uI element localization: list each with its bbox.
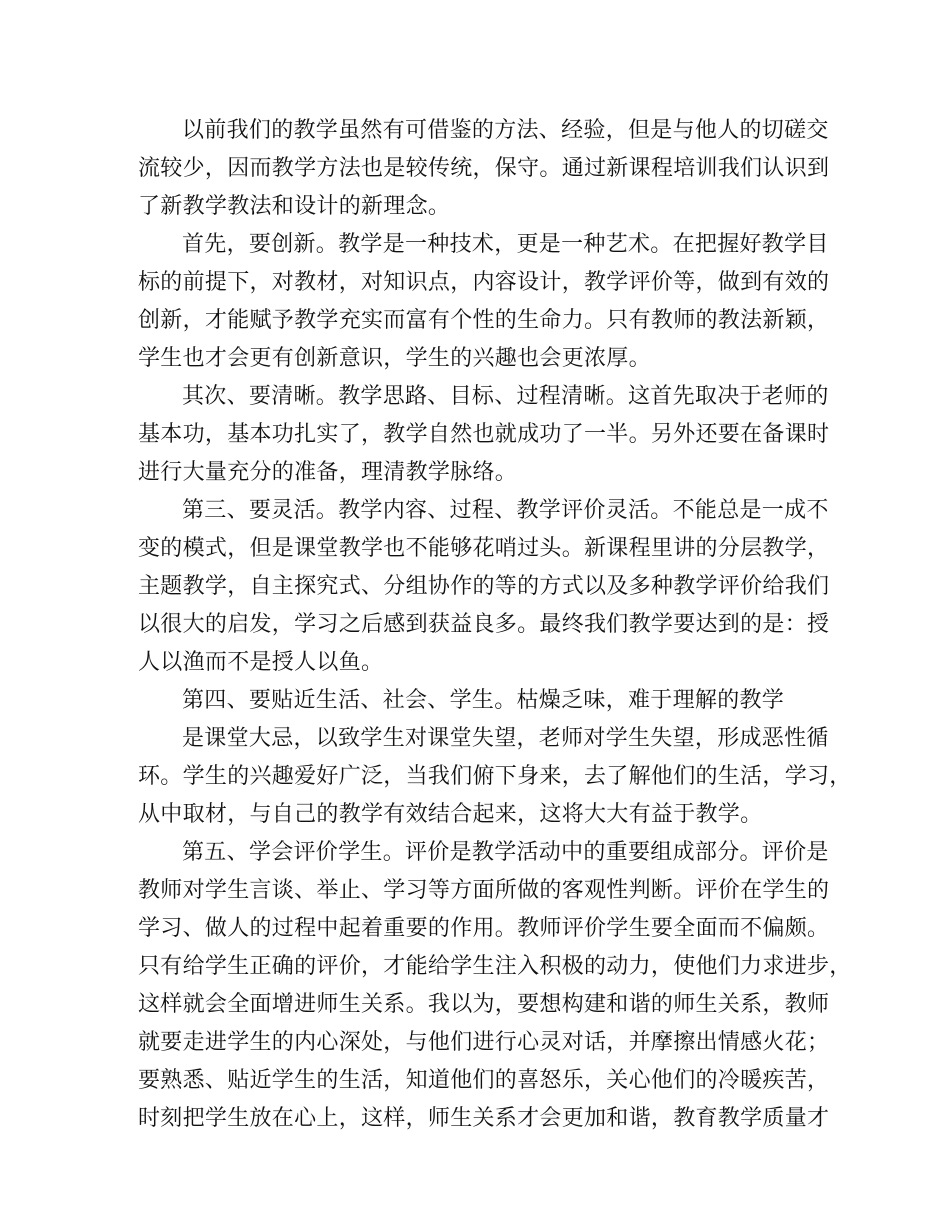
text-line: 就要走进学生的内心深处，与他们进行心灵对话，并摩擦出情感火花；: [138, 1030, 830, 1055]
text-line: 主题教学，自主探究式、分组协作的等的方式以及多种教学评价给我们: [138, 574, 830, 599]
text-line: 基本功，基本功扎实了，教学自然也就成功了一半。另外还要在备课时: [138, 422, 830, 447]
text-line: 进行大量充分的准备，理清教学脉络。: [138, 460, 518, 485]
text-line: 其次、要清晰。教学思路、目标、过程清晰。这首先取决于老师的: [182, 384, 829, 409]
text-line: 学生也才会更有创新意识，学生的兴趣也会更浓厚。: [138, 346, 651, 371]
text-line: 这样就会全面增进师生关系。我以为，要想构建和谐的师生关系，教师: [138, 992, 830, 1017]
text-line: 第三、要灵活。教学内容、过程、教学评价灵活。不能总是一成不: [182, 498, 829, 523]
text-line: 人以渔而不是授人以鱼。: [138, 650, 384, 675]
text-line: 学习、做人的过程中起着重要的作用。教师评价学生要全面而不偏颇。: [138, 916, 830, 941]
text-line: 以前我们的教学虽然有可借鉴的方法、经验，但是与他人的切磋交: [182, 118, 829, 143]
text-line: 教师对学生言谈、举止、学习等方面所做的客观性判断。评价在学生的: [138, 878, 830, 903]
text-line: 以很大的启发，学习之后感到获益良多。最终我们教学要达到的是：授: [138, 612, 830, 637]
text-line: 是课堂大忌，以致学生对课堂失望，老师对学生失望，形成恶性循: [182, 726, 829, 751]
text-line: 只有给学生正确的评价，才能给学生注入积极的动力，使他们力求进步，: [138, 954, 852, 979]
text-line: 要熟悉、贴近学生的生活，知道他们的喜怒乐，关心他们的冷暖疾苦，: [138, 1068, 830, 1093]
text-line: 标的前提下，对教材，对知识点，内容设计，教学评价等，做到有效的: [138, 270, 830, 295]
text-line: 流较少，因而教学方法也是较传统，保守。通过新课程培训我们认识到: [138, 156, 830, 181]
text-line: 环。学生的兴趣爱好广泛，当我们俯下身来，去了解他们的生活，学习，: [138, 764, 852, 789]
text-line: 从中取材，与自己的教学有效结合起来，这将大大有益于教学。: [138, 802, 763, 827]
text-line: 时刻把学生放在心上，这样，师生关系才会更加和谐，教育教学质量才: [138, 1106, 830, 1131]
text-line: 了新教学教法和设计的新理念。: [138, 194, 451, 219]
text-line: 第四、要贴近生活、社会、学生。枯燥乏味，难于理解的教学: [182, 688, 785, 713]
body-text: [138, 112, 852, 1138]
text-line: 首先，要创新。教学是一种技术，更是一种艺术。在把握好教学目: [182, 232, 829, 257]
text-line: 创新，才能赋予教学充实而富有个性的生命力。只有教师的教法新颖，: [138, 308, 830, 333]
text-line: 第五、学会评价学生。评价是教学活动中的重要组成部分。评价是: [182, 840, 829, 865]
text-line: 变的模式，但是课堂教学也不能够花哨过头。新课程里讲的分层教学，: [138, 536, 830, 561]
